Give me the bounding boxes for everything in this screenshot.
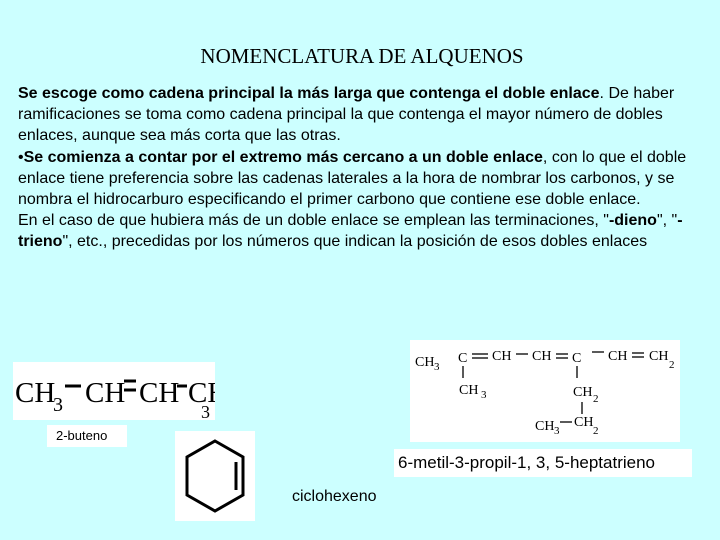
butene-ch3-right-sub: 3 (201, 402, 210, 420)
heptatriene-caption: 6-metil-3-propil-1, 3, 5-heptatrieno (398, 453, 656, 472)
slide-title: NOMENCLATURA DE ALQUENOS (200, 44, 524, 68)
heptatriene-ch-c: CH (608, 349, 628, 364)
butene-caption-box (47, 425, 127, 447)
suffix-trieno: -trieno (18, 212, 683, 251)
rule-main-chain-detail: . De haber ramificaciones se toma como cadena principal la que contenga el mayor número de dobles enlaces, aunque sea más corta que las otras. (18, 85, 675, 145)
suffix-dieno: -dieno (608, 212, 657, 230)
cyclohexene-structure (175, 431, 255, 521)
heptatriene-branch-ch2-sub: 2 (593, 393, 599, 405)
heptatriene-ch2: CH (649, 349, 669, 364)
paragraph-main-chain (18, 83, 708, 147)
butene-ch-a: CH (85, 377, 126, 409)
heptatriene-branch-ch3-sub: 3 (481, 389, 487, 401)
rule-main-chain: Se escoge como cadena principal la más larga que contenga el doble enlace (18, 85, 600, 102)
heptatriene-branch-ch2b: CH (574, 415, 594, 430)
heptatriene-ch3: CH (415, 355, 435, 370)
rule-numbering: Se comienza a contar por el extremo más cercano a un doble enlace (23, 148, 543, 166)
bullet: • (18, 148, 24, 166)
heptatriene-ch: CH (492, 349, 512, 364)
heptatriene-ch2-sub: 2 (669, 359, 675, 371)
suffix-text-a: En el caso de que hubiera más de un doble enlace se emplean las terminaciones, " (18, 212, 609, 230)
heptatriene-branch-ch3b: CH (535, 419, 555, 434)
cyclohexene-ring (175, 431, 255, 521)
heptatriene-branch-ch3: CH (459, 383, 479, 398)
suffix-text-c: ", " (656, 212, 678, 230)
heptatriene-branch-ch2: CH (573, 385, 593, 400)
rule-numbering-detail: , con lo que el doble enlace tiene preferencia sobre las cadenas laterales a la hora de nombrar los carbonos, y se nombra el hidrocarburo especificando el primer carbono que contiene ese doble enlace. (18, 148, 687, 209)
heptatriene-c1: C (458, 351, 468, 366)
butene-structure (13, 362, 215, 420)
paragraph-numbering (18, 147, 708, 211)
butene-ch3-right: C (188, 377, 208, 409)
heptatriene-ch-b: CH (532, 349, 552, 364)
butene-ch3-left-sub: 3 (53, 394, 63, 416)
heptatriene-ch3-sub: 3 (434, 361, 440, 373)
heptatriene-structure (410, 340, 680, 442)
suffix-text-d: ", etc., precedidas por los números que indican la posición de esos dobles enlaces (62, 233, 648, 251)
butene-formula (13, 362, 215, 420)
heptatriene-branch-ch2b-sub: 2 (593, 425, 599, 437)
butene-caption: 2-buteno (56, 428, 108, 443)
heptatriene-formula (410, 340, 680, 442)
heptatriene-c2: C (572, 351, 582, 366)
cyclohexene-caption: ciclohexeno (292, 488, 377, 505)
heptatriene-caption-box (394, 449, 692, 477)
heptatriene-branch-ch3b-sub: 3 (554, 425, 560, 437)
butene-ch3-left: CH (15, 377, 56, 409)
paragraph-suffixes (18, 210, 708, 252)
body-text (18, 83, 708, 253)
butene-ch-b: CH (139, 377, 180, 409)
